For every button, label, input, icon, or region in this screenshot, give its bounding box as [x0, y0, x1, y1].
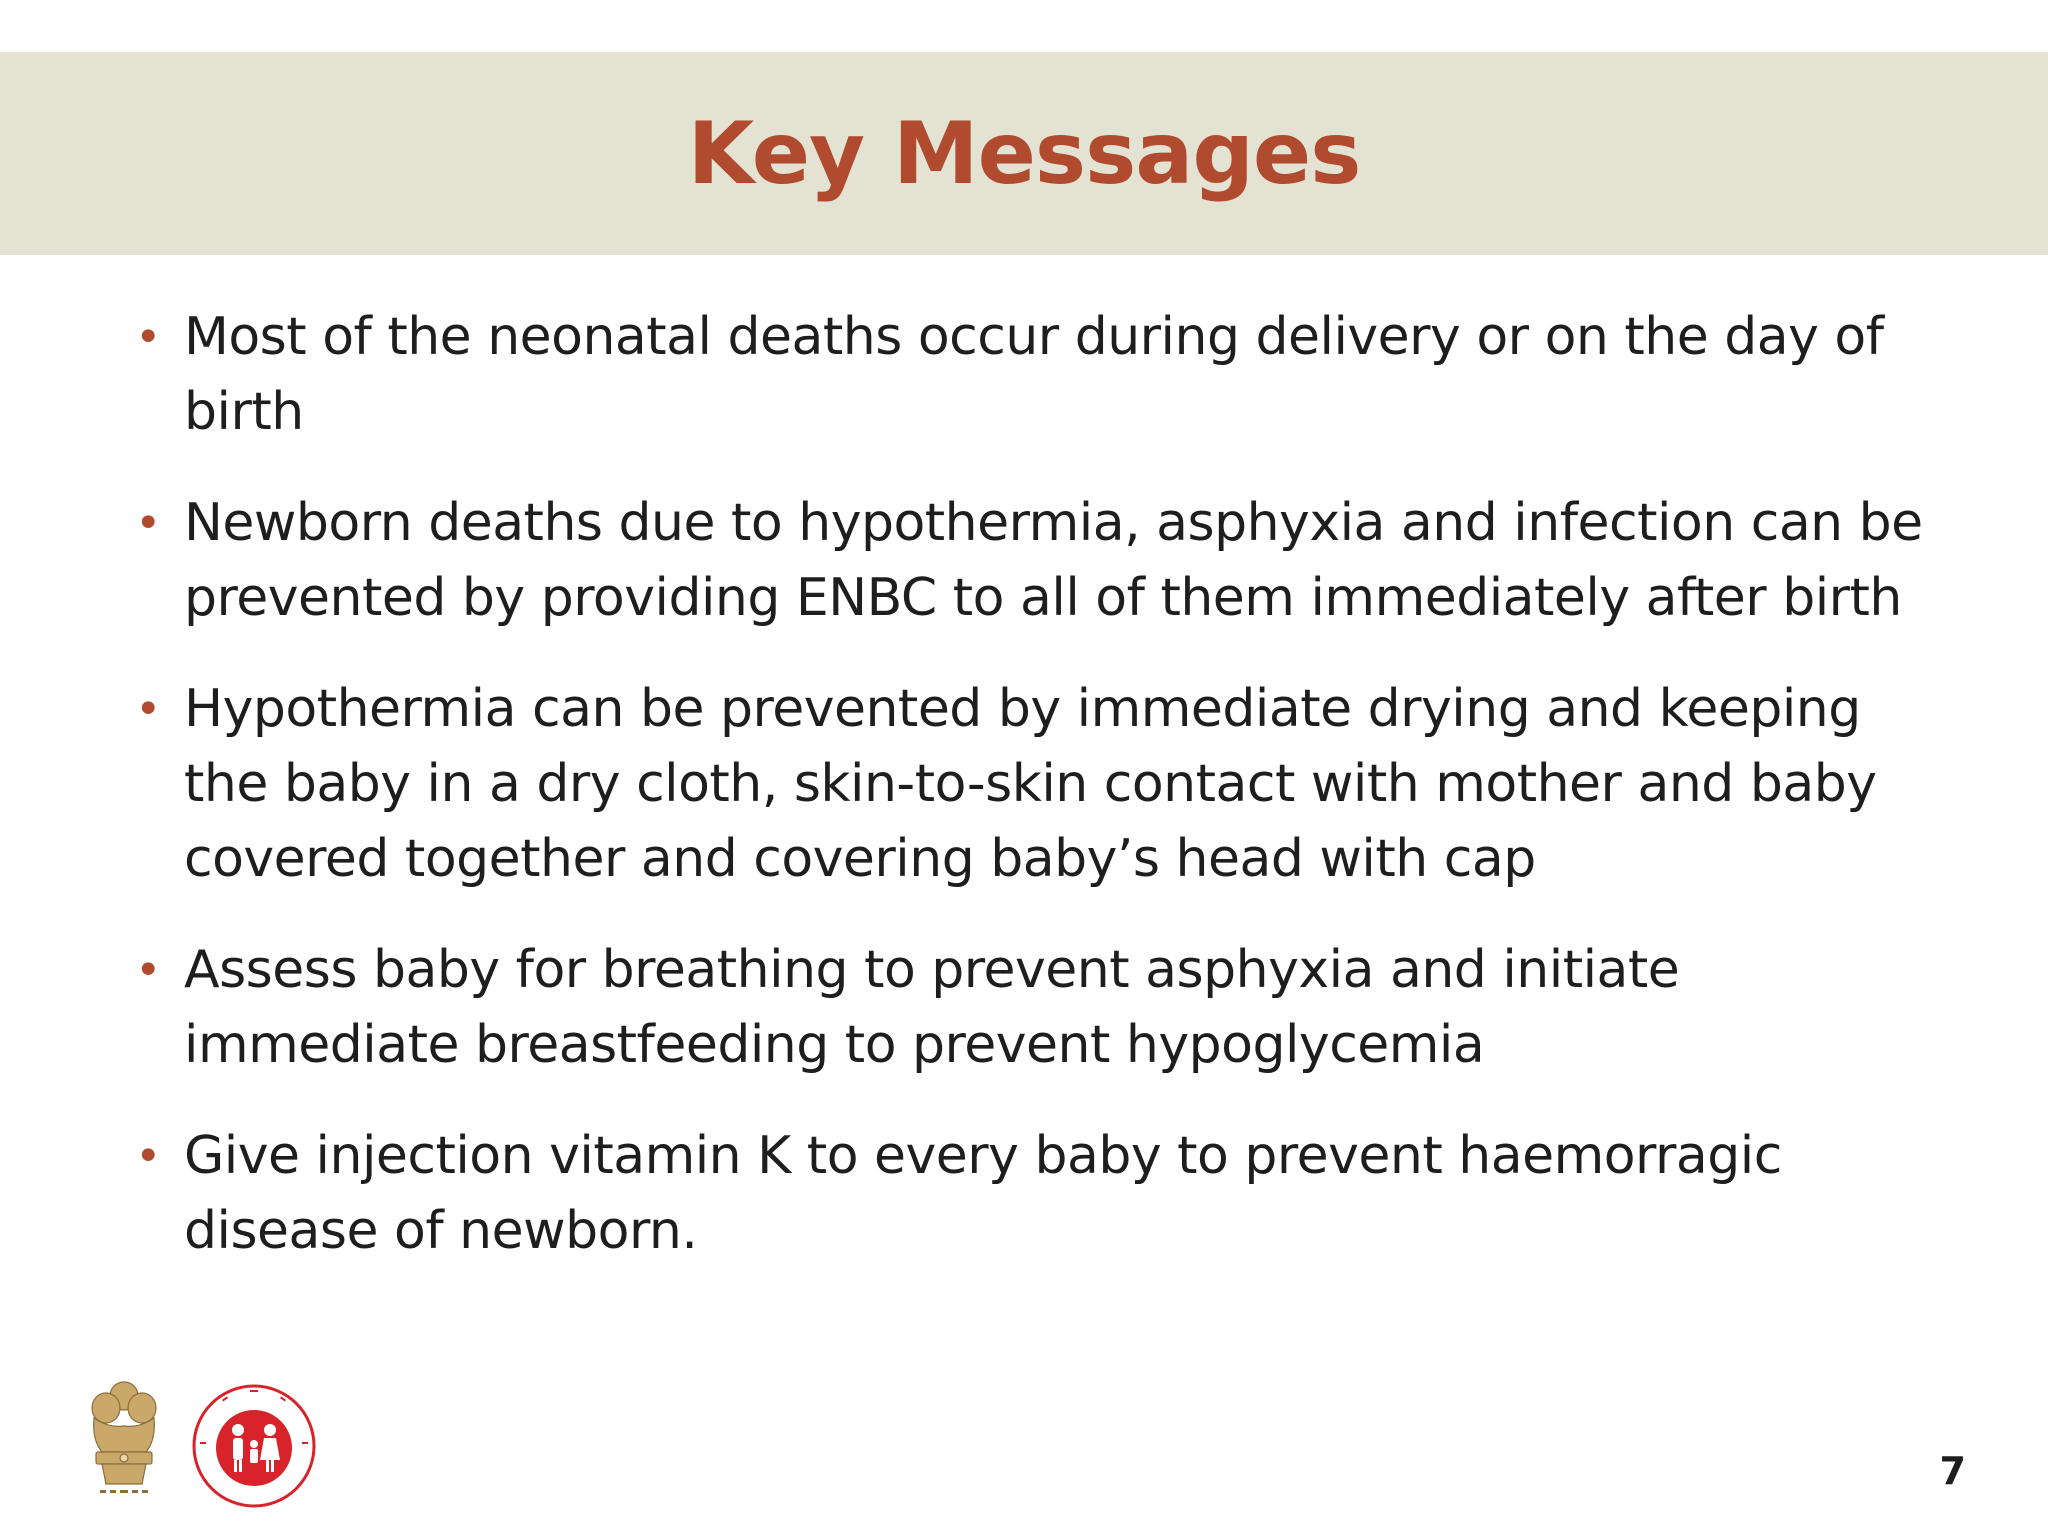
bullet-list	[128, 300, 1928, 1305]
bullet-marker: •	[135, 1131, 161, 1182]
bullet-marker: •	[135, 312, 161, 363]
national-emblem-icon	[84, 1378, 164, 1500]
bullet-item	[128, 672, 1928, 897]
bullet-marker: •	[135, 498, 161, 549]
bullet-item	[128, 300, 1928, 450]
page-number: 7	[1939, 1449, 1966, 1493]
bullet-marker: •	[135, 945, 161, 996]
bullet-text: Give injection vitamin K to every baby to prevent haemorragic disease of newborn.	[184, 1126, 1782, 1261]
bullet-text: Most of the neonatal deaths occur during delivery or on the day of birth	[184, 307, 1884, 442]
bullet-item	[128, 486, 1928, 636]
footer-logos	[84, 1378, 344, 1508]
bullet-marker: •	[135, 684, 161, 735]
bullet-text: Newborn deaths due to hypothermia, asphyxia and infection can be prevented by providing ENBC to all of them immediately after birth	[184, 493, 1923, 628]
bullet-item	[128, 933, 1928, 1083]
title-band	[0, 52, 2048, 255]
bullet-text: Hypothermia can be prevented by immediate drying and keeping the baby in a dry cloth, skin-to-skin contact with mother and baby covered together and covering baby’s head with cap	[184, 679, 1877, 889]
slide-title: Key Messages	[687, 103, 1361, 204]
bullet-item	[128, 1119, 1928, 1269]
national-health-mission-logo-icon	[192, 1384, 316, 1508]
bullet-text: Assess baby for breathing to prevent asphyxia and initiate immediate breastfeeding to prevent hypoglycemia	[184, 940, 1680, 1075]
